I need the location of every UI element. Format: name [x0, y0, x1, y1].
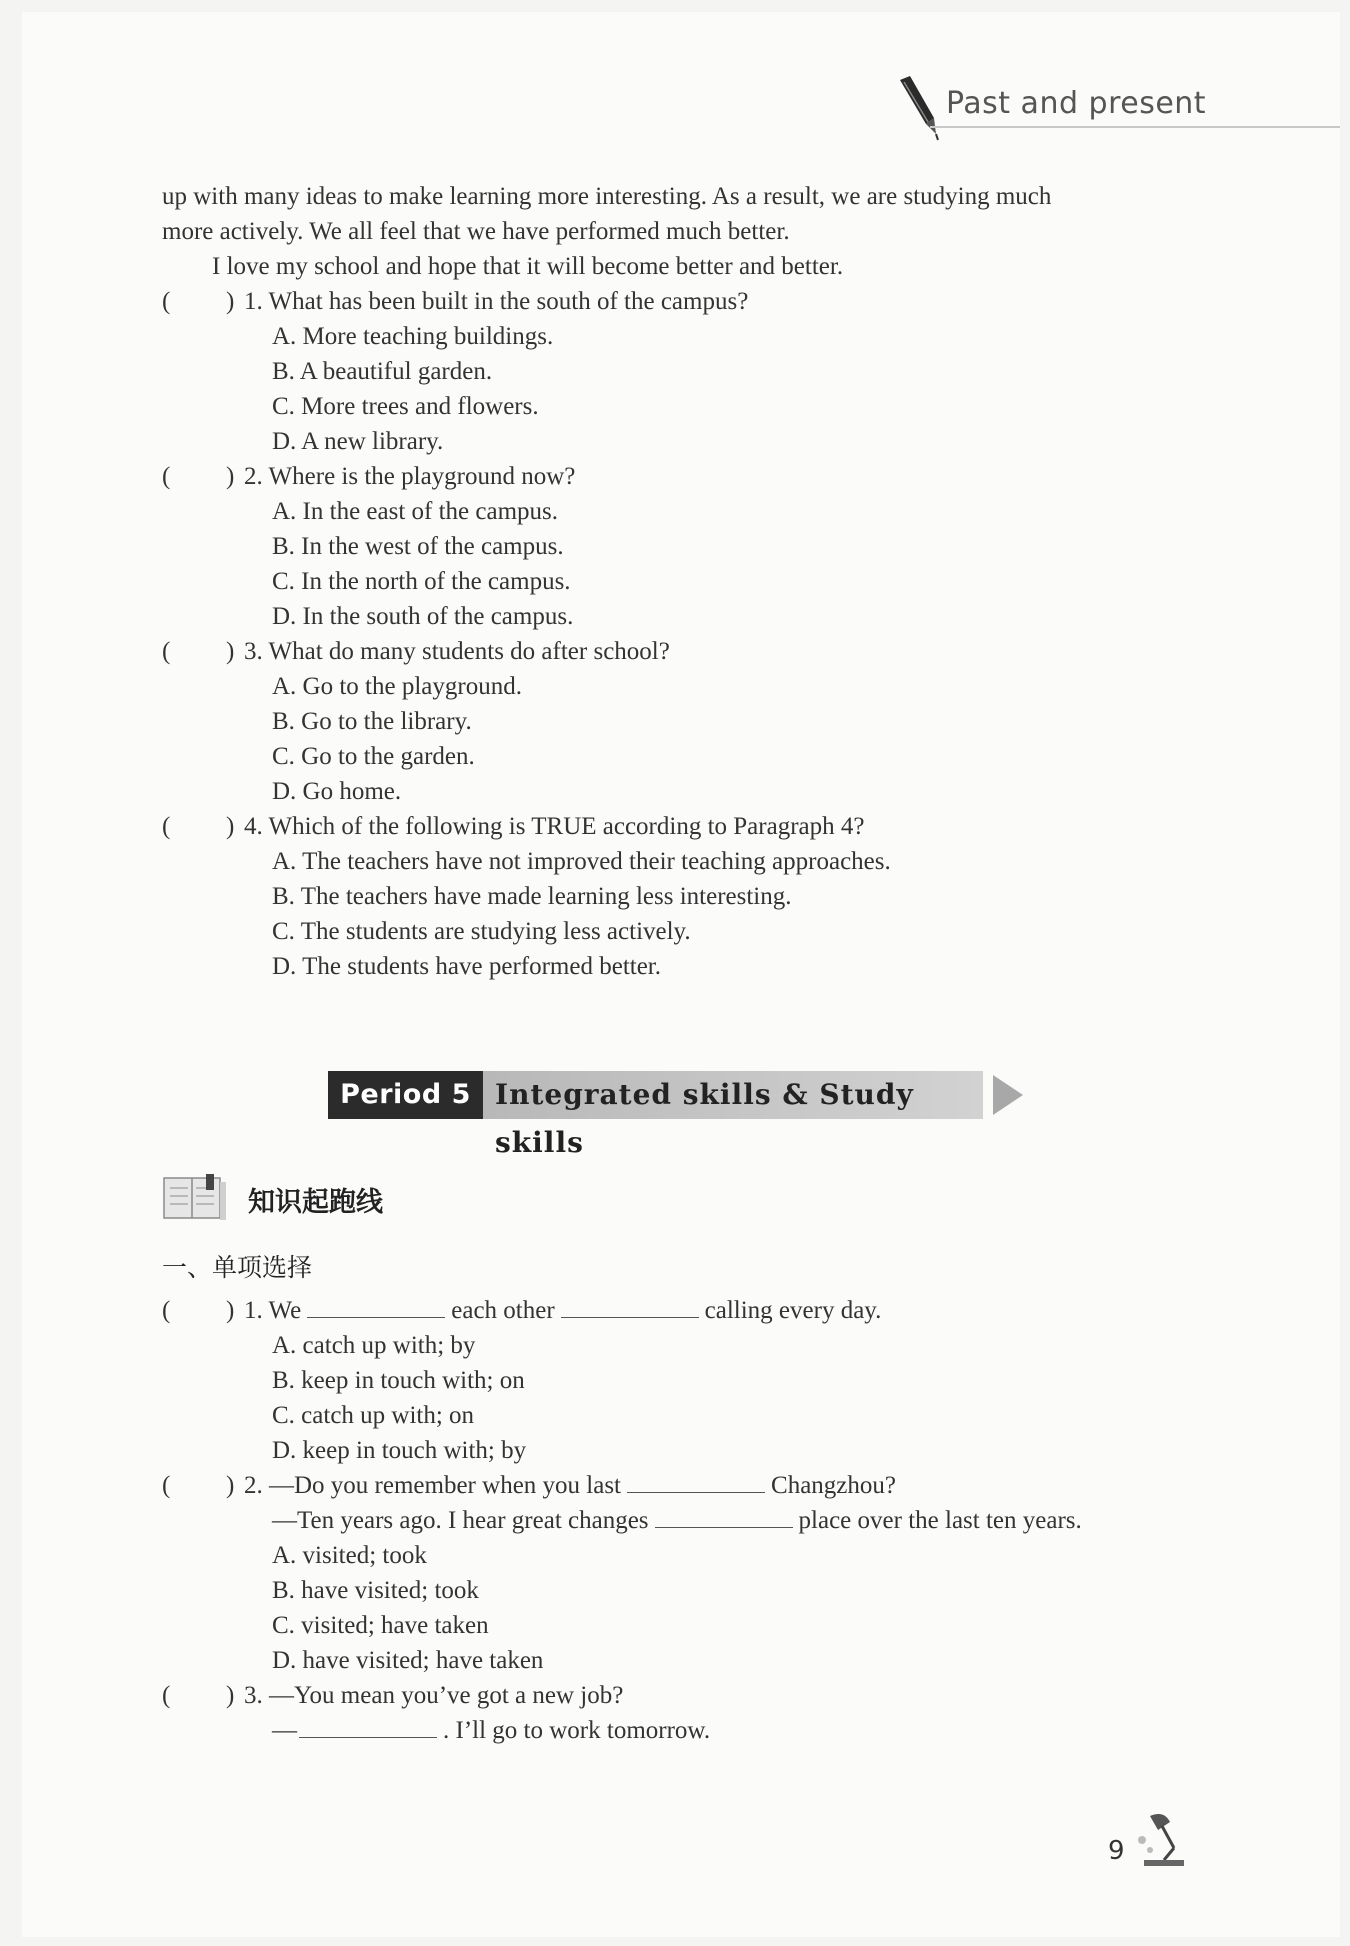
answer-bracket-open[interactable]: (: [162, 463, 171, 490]
question-text: 3. What do many students do after school?: [244, 638, 670, 665]
question-text-reply: —Ten years ago. I hear great changes place over the last ten years.: [272, 1503, 1082, 1538]
option-a: A. The teachers have not improved their teaching approaches.: [272, 848, 891, 875]
lamp-icon: [1130, 1810, 1192, 1870]
answer-bracket-close: ): [226, 638, 235, 665]
question-text: 3. —You mean you’ve got a new job?: [244, 1682, 624, 1709]
period-number: 5: [451, 1079, 471, 1110]
option-c: C. In the north of the campus.: [272, 568, 571, 595]
answer-bracket-close: ): [226, 1297, 235, 1324]
answer-blank[interactable]: [655, 1503, 793, 1528]
subsection-title: 一、单项选择: [162, 1253, 313, 1282]
answer-bracket-open[interactable]: (: [162, 1297, 171, 1324]
arrow-right-icon: [993, 1075, 1023, 1115]
answer-blank[interactable]: [299, 1713, 437, 1738]
answer-bracket-close: ): [226, 463, 235, 490]
header-title: Past and present: [946, 86, 1207, 121]
option-a: A. visited; took: [272, 1542, 427, 1569]
header-rule: [930, 126, 1340, 128]
question-text: 2. Where is the playground now?: [244, 463, 576, 490]
option-d: D. have visited; have taken: [272, 1647, 544, 1674]
option-d: D. keep in touch with; by: [272, 1437, 527, 1464]
period-label: Period 5: [328, 1071, 483, 1119]
option-d: D. The students have performed better.: [272, 953, 662, 980]
option-b: B. In the west of the campus.: [272, 533, 564, 560]
passage-line-1: up with many ideas to make learning more interesting. As a result, we are studying much: [162, 183, 1052, 210]
book-icon: [162, 1174, 228, 1224]
option-c: C. visited; have taken: [272, 1612, 489, 1639]
option-c: C. catch up with; on: [272, 1402, 475, 1429]
option-b: B. The teachers have made learning less interesting.: [272, 883, 792, 910]
answer-bracket-close: ): [226, 1682, 235, 1709]
pen-icon: [890, 74, 950, 144]
question-text: 4. Which of the following is TRUE according to Paragraph 4?: [244, 813, 865, 840]
page-number: 9: [1108, 1836, 1125, 1866]
answer-bracket-open[interactable]: (: [162, 288, 171, 315]
answer-bracket-open[interactable]: (: [162, 1472, 171, 1499]
option-b: B. have visited; took: [272, 1577, 479, 1604]
option-b: B. Go to the library.: [272, 708, 472, 735]
answer-bracket-open[interactable]: (: [162, 813, 171, 840]
answer-bracket-close: ): [226, 288, 235, 315]
passage-line-2: more actively. We all feel that we have performed much better.: [162, 218, 790, 245]
answer-bracket-open[interactable]: (: [162, 638, 171, 665]
option-c: C. Go to the garden.: [272, 743, 475, 770]
period-title: Integrated skills & Study skills: [483, 1071, 983, 1119]
answer-bracket-close: ): [226, 1472, 235, 1499]
page-header: [890, 74, 1340, 134]
answer-blank[interactable]: [561, 1293, 699, 1318]
question-text: 1. What has been built in the south of the campus?: [244, 288, 749, 315]
passage-line-3: I love my school and hope that it will become better and better.: [212, 253, 844, 280]
option-a: A. catch up with; by: [272, 1332, 476, 1359]
option-a: A. More teaching buildings.: [272, 323, 554, 350]
option-b: B. keep in touch with; on: [272, 1367, 525, 1394]
option-d: D. A new library.: [272, 428, 444, 455]
answer-bracket-open[interactable]: (: [162, 1682, 171, 1709]
option-d: D. In the south of the campus.: [272, 603, 574, 630]
question-text-reply: — . I’ll go to work tomorrow.: [272, 1713, 710, 1748]
option-d: D. Go home.: [272, 778, 402, 805]
option-b: B. A beautiful garden.: [272, 358, 493, 385]
answer-blank[interactable]: [627, 1468, 765, 1493]
option-a: A. In the east of the campus.: [272, 498, 559, 525]
option-a: A. Go to the playground.: [272, 673, 522, 700]
period-banner: [328, 1071, 988, 1159]
option-c: C. The students are studying less actively.: [272, 918, 691, 945]
section-title: 知识起跑线: [248, 1187, 383, 1218]
option-c: C. More trees and flowers.: [272, 393, 539, 420]
answer-blank[interactable]: [307, 1293, 445, 1318]
question-text: 1. We each other calling every day.: [244, 1293, 881, 1328]
question-text: 2. —Do you remember when you last Changzhou?: [244, 1468, 896, 1503]
answer-bracket-close: ): [226, 813, 235, 840]
